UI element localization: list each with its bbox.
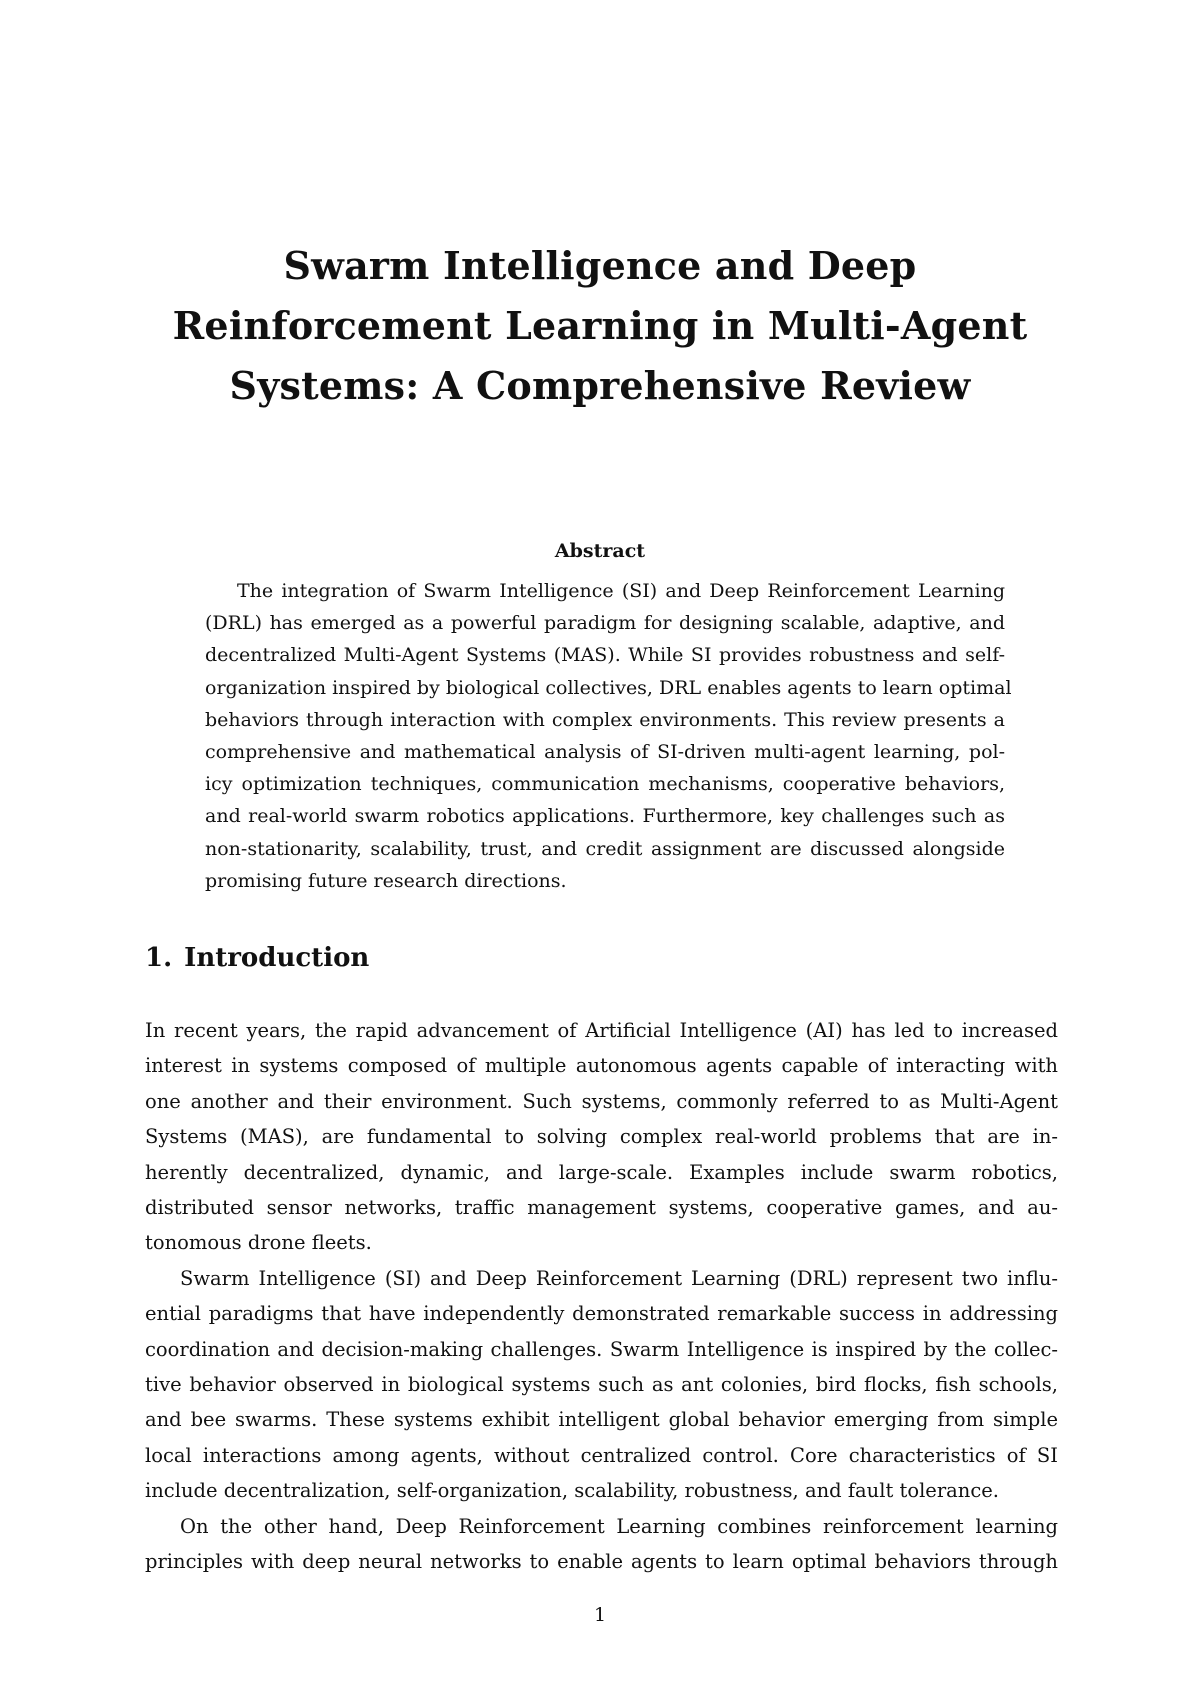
abstract-line: and real-world swarm robotics applications. Furthermore, key challenges such as (205, 805, 1005, 828)
body-line: principles with deep neural networks to enable agents to learn optimal behaviors through (145, 1550, 1058, 1574)
paper-title (150, 236, 1050, 416)
title-line: Systems: A Comprehensive Review (229, 363, 971, 408)
abstract-line: promising future research directions. (205, 869, 567, 892)
body-line: On the other hand, Deep Reinforcement Learning combines reinforcement learning (180, 1514, 1058, 1538)
body-line: and bee swarms. These systems exhibit intelligent global behavior emerging from simple (145, 1408, 1058, 1432)
body-line: interest in systems composed of multiple autonomous agents capable of interacting with (145, 1054, 1058, 1078)
abstract-line: (DRL) has emerged as a powerful paradigm for designing scalable, adaptive, and (205, 612, 1005, 635)
body-line: Swarm Intelligence (SI) and Deep Reinforcement Learning (DRL) represent two influ- (180, 1266, 1058, 1290)
abstract-line: decentralized Multi-Agent Systems (MAS). While SI provides robustness and self- (205, 644, 1005, 667)
abstract-line: behaviors through interaction with complex environments. This review presents a (205, 708, 1005, 731)
body-line: coordination and decision-making challenges. Swarm Intelligence is inspired by the collec- (145, 1337, 1058, 1361)
abstract-line: organization inspired by biological collectives, DRL enables agents to learn optimal (205, 676, 1012, 699)
abstract-line: The integration of Swarm Intelligence (SI) and Deep Reinforcement Learning (237, 580, 1005, 602)
section-title: Introduction (184, 943, 370, 973)
body-line: ential paradigms that have independently demonstrated remarkable success in addressing (145, 1302, 1058, 1326)
body-line: distributed sensor networks, traffic management systems, cooperative games, and au- (145, 1196, 1058, 1220)
section-heading (145, 943, 369, 973)
title-line: Reinforcement Learning in Multi-Agent (172, 303, 1028, 348)
body-line: include decentralization, self-organization, scalability, robustness, and fault tolerance. (145, 1479, 1000, 1503)
section-number: 1. (145, 943, 173, 973)
abstract-line: comprehensive and mathematical analysis of SI-driven multi-agent learning, pol- (205, 741, 1005, 764)
title-line: Swarm Intelligence and Deep (283, 243, 917, 288)
body-line: tive behavior observed in biological systems such as ant colonies, bird flocks, fish schools, (145, 1373, 1058, 1397)
page-number: 1 (593, 1604, 607, 1626)
abstract-line: non-stationarity, scalability, trust, and credit assignment are discussed alongside (205, 837, 1005, 860)
abstract-heading: Abstract (554, 540, 646, 562)
body-line: local interactions among agents, without centralized control. Core characteristics of SI (145, 1443, 1058, 1467)
abstract-line: icy optimization techniques, communication mechanisms, cooperative behaviors, (205, 773, 1005, 796)
body-line: tonomous drone fleets. (145, 1231, 372, 1255)
body-line: Systems (MAS), are fundamental to solving complex real-world problems that are in- (145, 1125, 1058, 1149)
body-line: herently decentralized, dynamic, and large-scale. Examples include swarm robotics, (145, 1160, 1058, 1184)
body-line: one another and their environment. Such systems, commonly referred to as Multi-Agent (145, 1089, 1058, 1113)
abstract-body (205, 575, 1012, 897)
section-body (145, 1013, 1058, 1580)
body-line: In recent years, the rapid advancement of Artificial Intelligence (AI) has led to increased (145, 1019, 1058, 1042)
